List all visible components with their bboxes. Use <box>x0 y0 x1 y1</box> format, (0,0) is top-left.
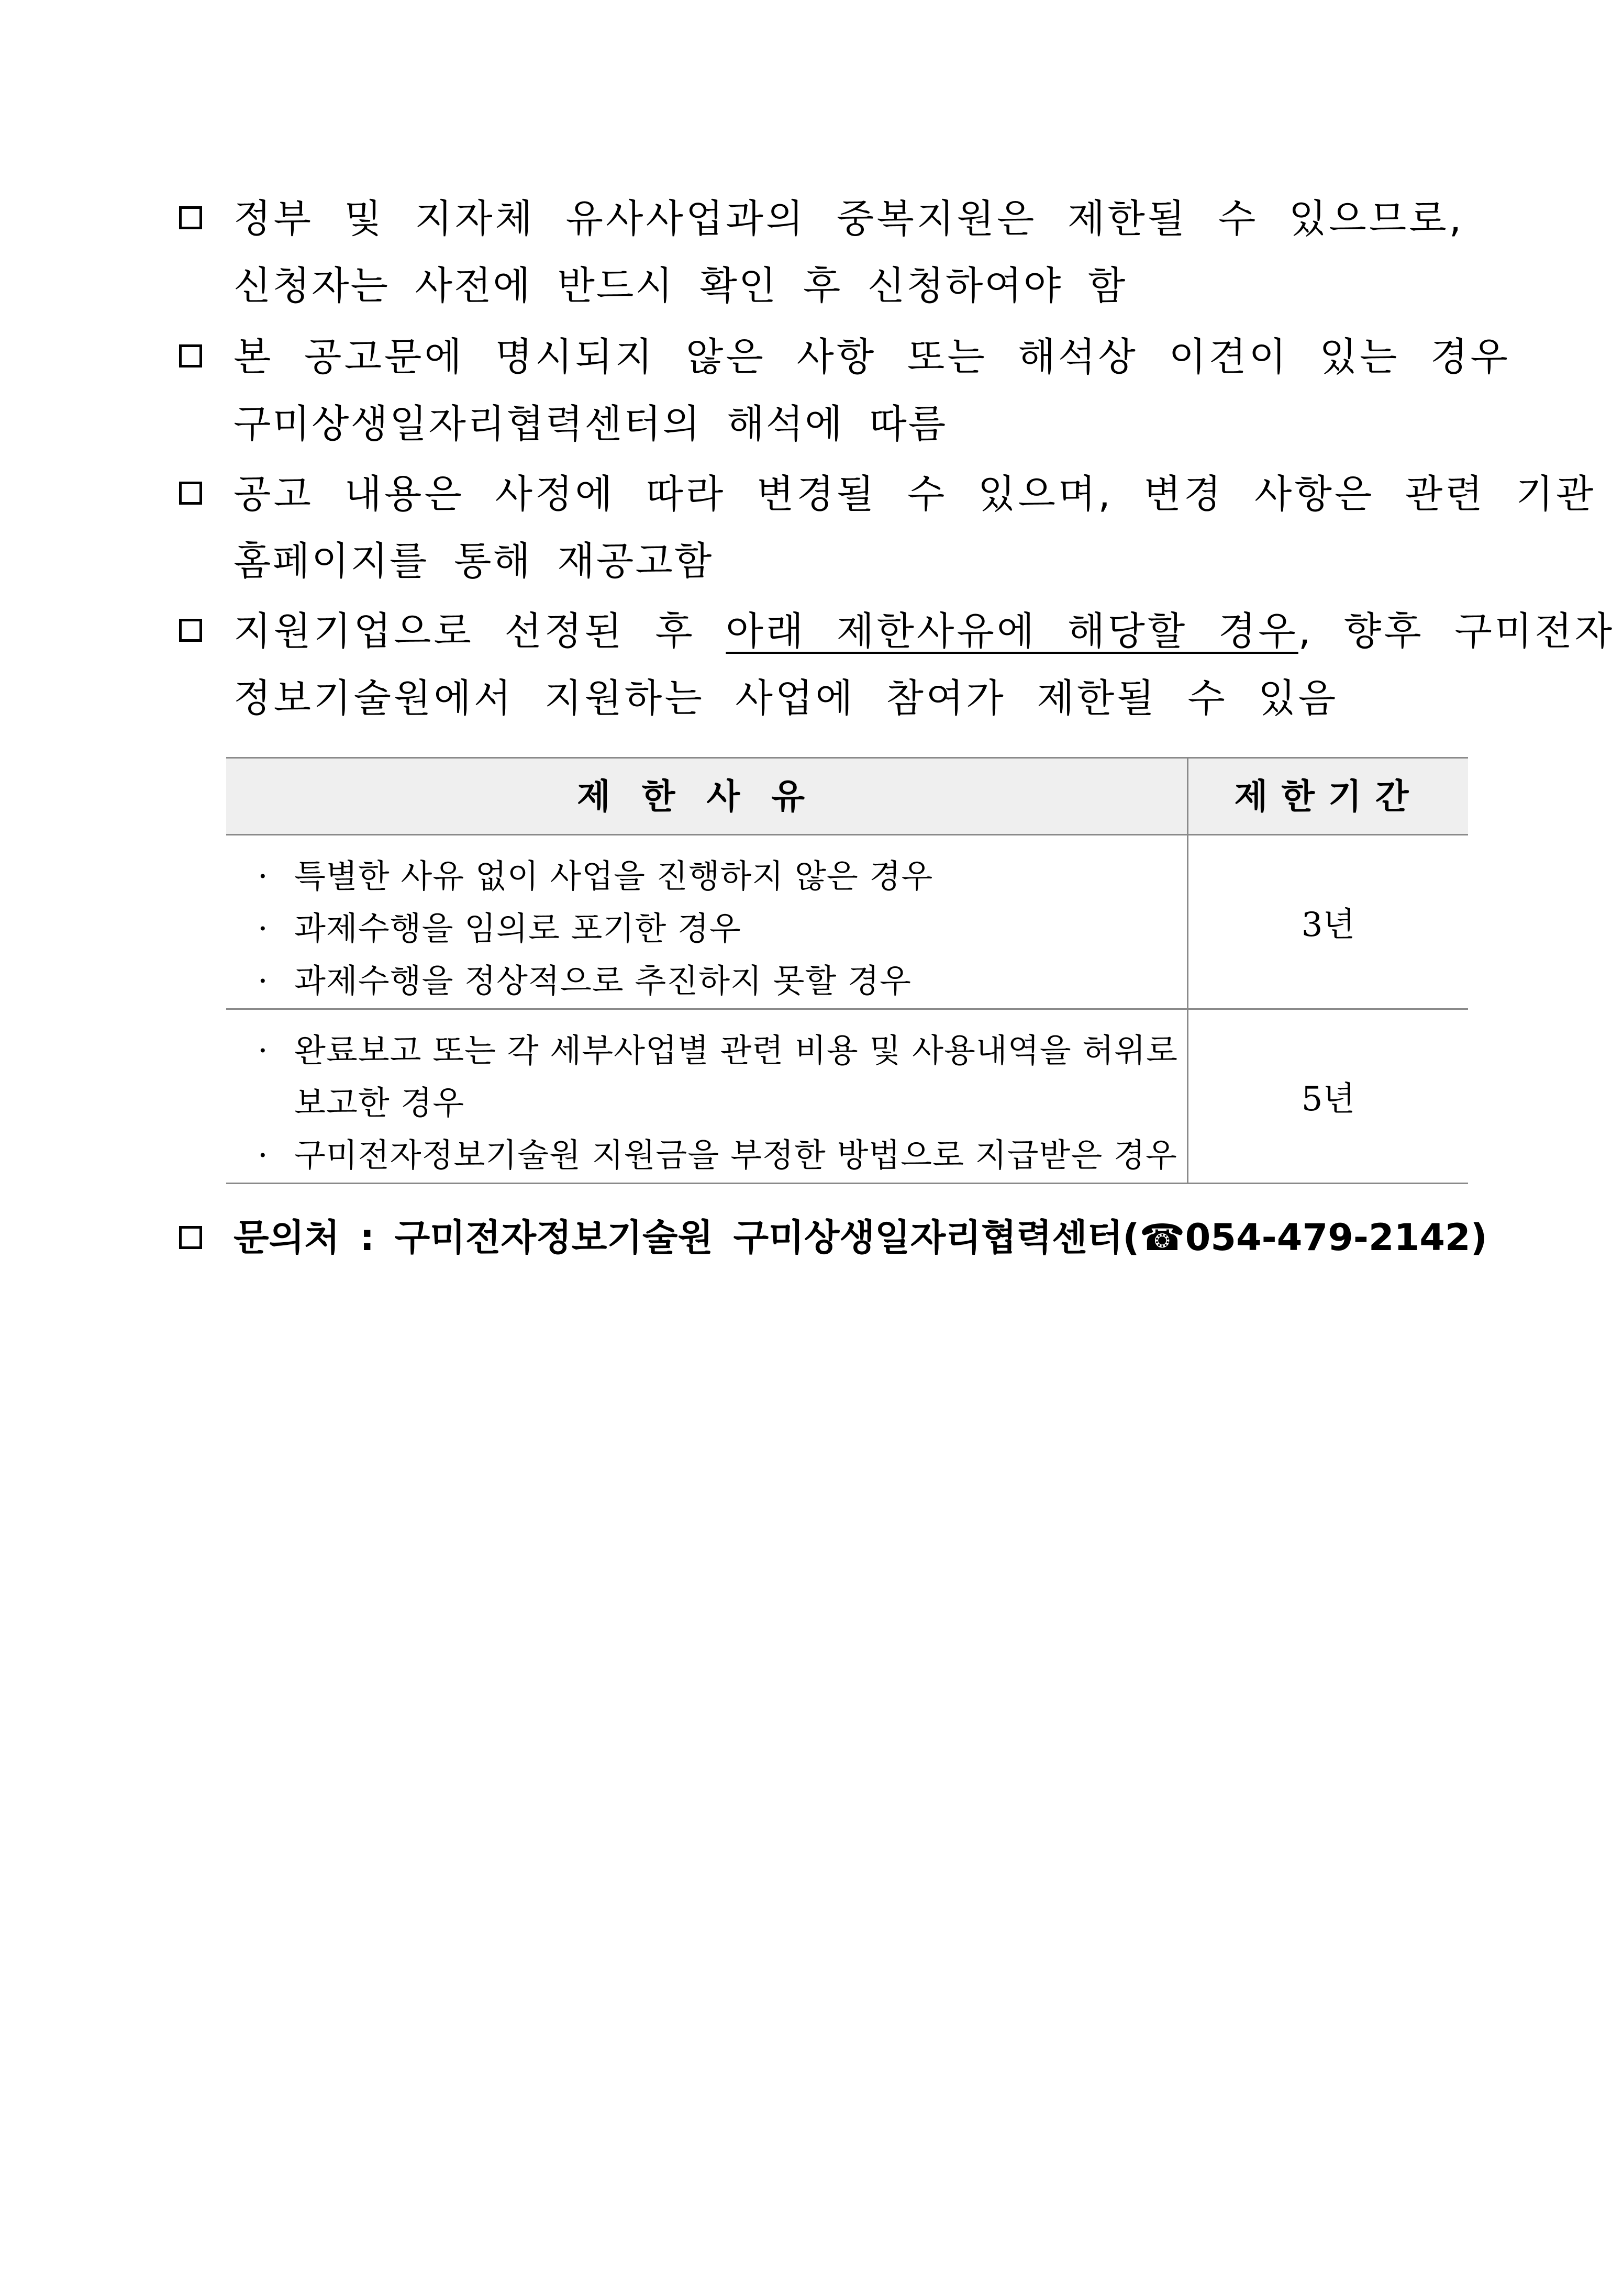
bullet-icon: · <box>258 1136 269 1174</box>
bullet-icon: · <box>258 1031 269 1069</box>
table-row <box>226 835 1468 1010</box>
checkbox-icon <box>179 1226 202 1249</box>
checkbox-icon <box>179 206 202 229</box>
restriction-table <box>226 757 1468 1184</box>
contact-phone: 054-479-2142) <box>1185 1216 1487 1259</box>
header-restriction-period: 제한기간 <box>1234 776 1422 817</box>
notice-text-line: 신청자는 사전에 반드시 확인 후 신청하여야 함 <box>234 263 1127 308</box>
notice-text-line: 홈페이지를 통해 재공고함 <box>234 539 714 584</box>
restriction-text-post: , 향후 구미전자 <box>1298 609 1615 654</box>
contact-text <box>234 1204 1487 1271</box>
notice-item-duplicate-support <box>173 185 1471 319</box>
checkbox-icon <box>179 344 202 367</box>
bullet-icon: · <box>258 909 269 948</box>
notice-item-restriction <box>173 598 1615 732</box>
reason-item: · 과제수행을 정상적으로 추진하지 못할 경우 <box>258 962 911 1000</box>
reason-item: · 과제수행을 임의로 포기한 경우 <box>258 909 741 948</box>
notice-item-interpretation <box>173 324 1510 458</box>
table-header-row <box>226 757 1468 835</box>
bullet-icon: · <box>258 857 269 895</box>
reason-cell <box>226 1010 1188 1183</box>
checkbox-icon <box>179 619 202 642</box>
reason-item: · 완료보고 또는 각 세부사업별 관련 비용 및 사용내역을 허위로 <box>258 1031 1178 1069</box>
restriction-text-pre: 지원기업으로 선정된 후 <box>234 609 726 654</box>
reason-cell <box>226 835 1188 1008</box>
reason-item-continuation: 보고한 경우 <box>294 1084 465 1122</box>
notice-item-changes <box>173 461 1596 595</box>
period-cell: 5년 <box>1301 1080 1355 1119</box>
contact-line <box>173 1204 1487 1271</box>
notice-text-line: 구미상생일자리협력센터의 해석에 따름 <box>234 402 948 447</box>
notice-text-line: 정보기술원에서 지원하는 사업에 참여가 제한될 수 있음 <box>234 676 1339 721</box>
period-cell: 3년 <box>1301 906 1355 944</box>
reason-item: · 특별한 사유 없이 사업을 진행하지 않은 경우 <box>258 857 933 895</box>
notice-text-line: 공고 내용은 사정에 따라 변경될 수 있으며, 변경 사항은 관련 기관 <box>234 472 1596 517</box>
checkbox-icon <box>179 482 202 505</box>
table-row <box>226 1010 1468 1184</box>
restriction-underlined-text: 아래 제한사유에 해당할 경우 <box>726 609 1298 654</box>
phone-icon: ☎ <box>1139 1216 1185 1259</box>
reason-item: · 구미전자정보기술원 지원금을 부정한 방법으로 지급받은 경우 <box>258 1136 1177 1174</box>
notice-text-line <box>234 598 1615 665</box>
notice-text-line: 정부 및 지자체 유사사업과의 중복지원은 제한될 수 있으므로, <box>234 196 1464 241</box>
header-restriction-reason: 제한사유 <box>226 759 1188 834</box>
contact-label: 문의처 : 구미전자정보기술원 구미상생일자리협력센터( <box>234 1216 1140 1259</box>
notice-text-line: 본 공고문에 명시되지 않은 사항 또는 해석상 이견이 있는 경우 <box>234 335 1510 380</box>
bullet-icon: · <box>258 962 269 1000</box>
